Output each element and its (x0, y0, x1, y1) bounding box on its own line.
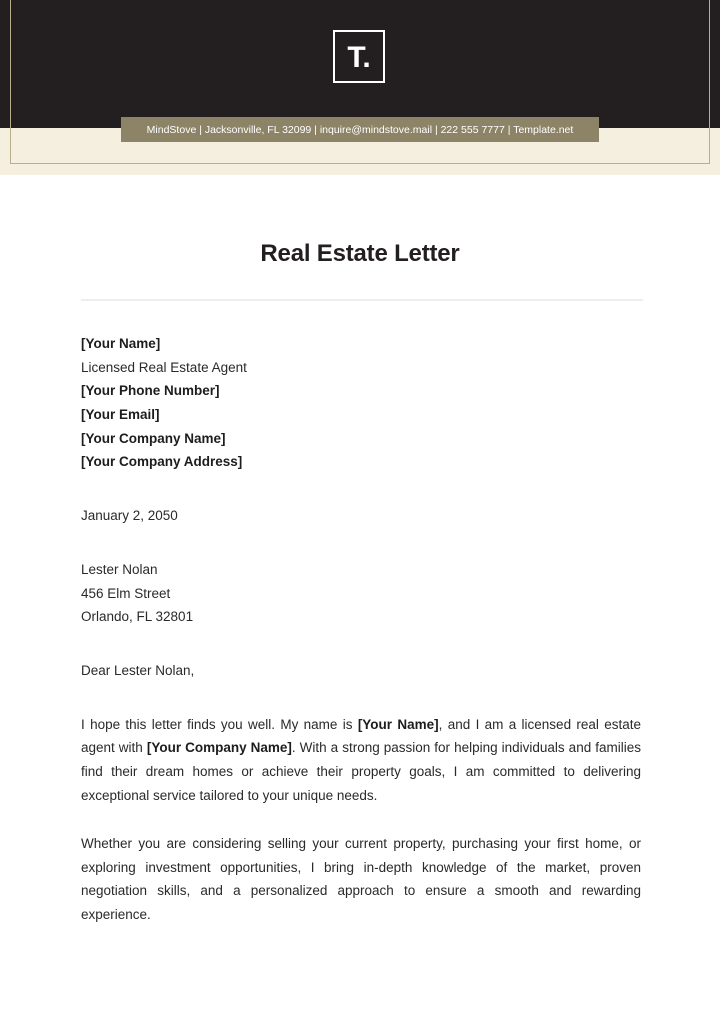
recipient-street: 456 Elm Street (81, 585, 171, 601)
spacer (81, 474, 641, 504)
spacer (81, 528, 641, 558)
contact-info: MindStove | Jacksonville, FL 32099 | inquire@mindstove.mail | 222 555 7777 | Template.net (146, 123, 574, 136)
letter-date: January 2, 2050 (81, 508, 178, 524)
paragraph-text: I hope this letter finds you well. My name is (81, 716, 358, 732)
recipient-city: Orlando, FL 32801 (81, 609, 194, 625)
letter-body (81, 332, 641, 927)
sender-role: Licensed Real Estate Agent (81, 359, 247, 375)
recipient-name: Lester Nolan (81, 561, 158, 577)
sender-name: [Your Name] (81, 336, 161, 351)
sender-address: [Your Company Address] (81, 454, 243, 470)
company-logo (333, 30, 385, 83)
paragraph-intro (81, 713, 641, 808)
paragraph-text: . With a strong passion for helping individuals and families find their dream homes or achieve their property goals, I am committed to delivering exceptional service tailored to your unique needs. (81, 740, 641, 803)
spacer (81, 629, 641, 659)
sender-company: [Your Company Name] (81, 430, 226, 446)
salutation: Dear Lester Nolan, (81, 662, 195, 678)
page-title: Real Estate Letter (260, 240, 460, 267)
sender-phone: [Your Phone Number] (81, 383, 220, 399)
paragraph-text: , and I am a licensed real estate agent with (81, 716, 641, 756)
sender-email: [Your Email] (81, 407, 160, 423)
paragraph-bold-company: [Your Company Name] (146, 740, 292, 756)
paragraph-bold-name: [Your Name] (357, 716, 439, 732)
paragraph-services: Whether you are considering selling your current property, purchasing your first home, or exploring investment opportunities, I bring in-depth knowledge of the market, proven negotiation skills, and a personalized approach to ensure a smooth and rewarding experience. (81, 835, 641, 923)
spacer (81, 808, 641, 832)
title-divider (81, 299, 643, 301)
spacer (81, 683, 641, 713)
contact-strip (121, 117, 599, 142)
logo-mark: T. (347, 40, 371, 74)
